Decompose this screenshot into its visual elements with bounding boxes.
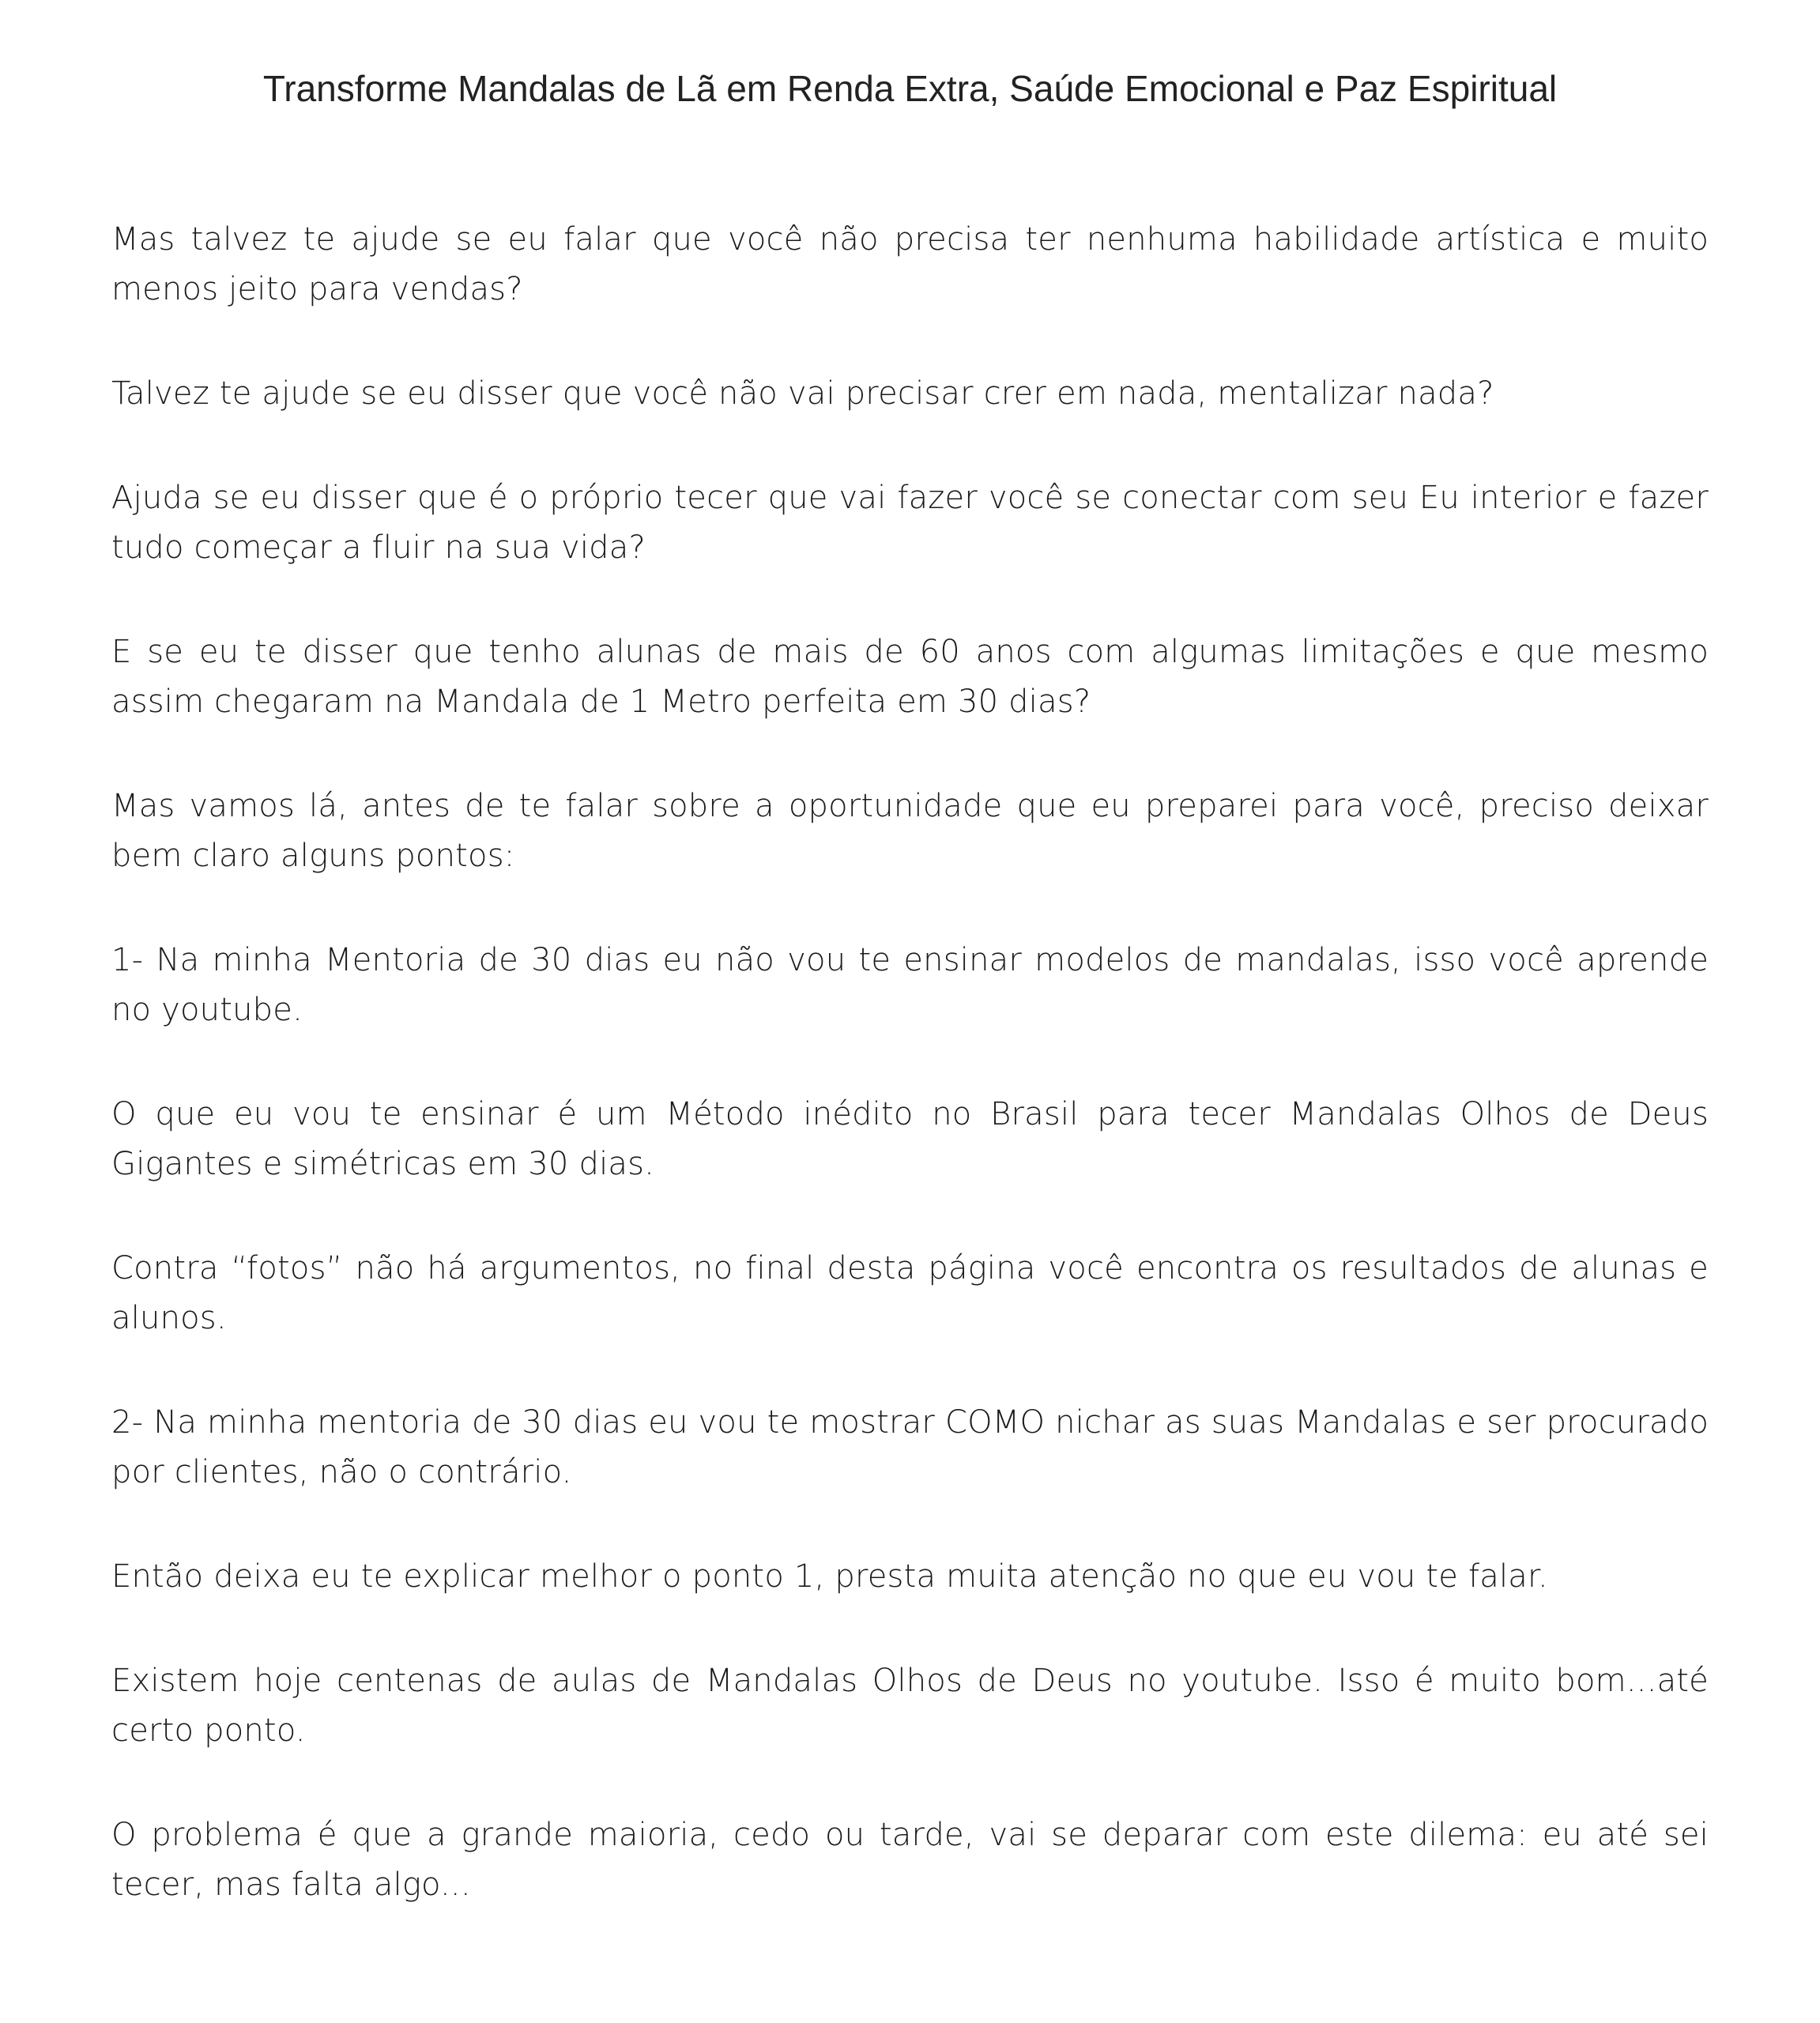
paragraph: Contra “fotos” não há argumentos, no final desta página você encontra os resultados de alunas e alunos. <box>111 1250 1709 1336</box>
document-body <box>111 215 1709 1965</box>
paragraph: O que eu vou te ensinar é um Método inédito no Brasil para tecer Mandalas Olhos de Deus Gigantes e simétricas em 30 dias. <box>111 1096 1709 1182</box>
paragraph: Então deixa eu te explicar melhor o ponto 1, presta muita atenção no que eu vou te falar. <box>111 1558 1548 1595</box>
paragraph: Ajuda se eu disser que é o próprio tecer que vai fazer você se conectar com seu Eu interior e fazer tudo começar a fluir na sua vida? <box>111 480 1709 566</box>
paragraph: 1- Na minha Mentoria de 30 dias eu não vou te ensinar modelos de mandalas, isso você aprende no youtube. <box>111 942 1709 1028</box>
document-title: Transforme Mandalas de Lã em Renda Extra, Saúde Emocional e Paz Espiritual <box>262 68 1558 109</box>
paragraph: O problema é que a grande maioria, cedo ou tarde, vai se deparar com este dilema: eu até sei tecer, mas falta algo... <box>111 1817 1709 1903</box>
paragraph: Existem hoje centenas de aulas de Mandalas Olhos de Deus no youtube. Isso é muito bom...até certo ponto. <box>111 1663 1709 1749</box>
paragraph: Mas vamos lá, antes de te falar sobre a oportunidade que eu preparei para você, preciso deixar bem claro alguns pontos: <box>111 788 1709 874</box>
paragraph: 2- Na minha mentoria de 30 dias eu vou te mostrar COMO nichar as suas Mandalas e ser procurado por clientes, não o contrário. <box>111 1404 1709 1490</box>
paragraph: E se eu te disser que tenho alunas de mais de 60 anos com algumas limitações e que mesmo assim chegaram na Mandala de 1 Metro perfeita em 30 dias? <box>111 634 1709 720</box>
paragraph: Talvez te ajude se eu disser que você não vai precisar crer em nada, mentalizar nada? <box>111 375 1494 412</box>
paragraph: Mas talvez te ajude se eu falar que você não precisa ter nenhuma habilidade artística e muito menos jeito para vendas? <box>111 221 1709 307</box>
